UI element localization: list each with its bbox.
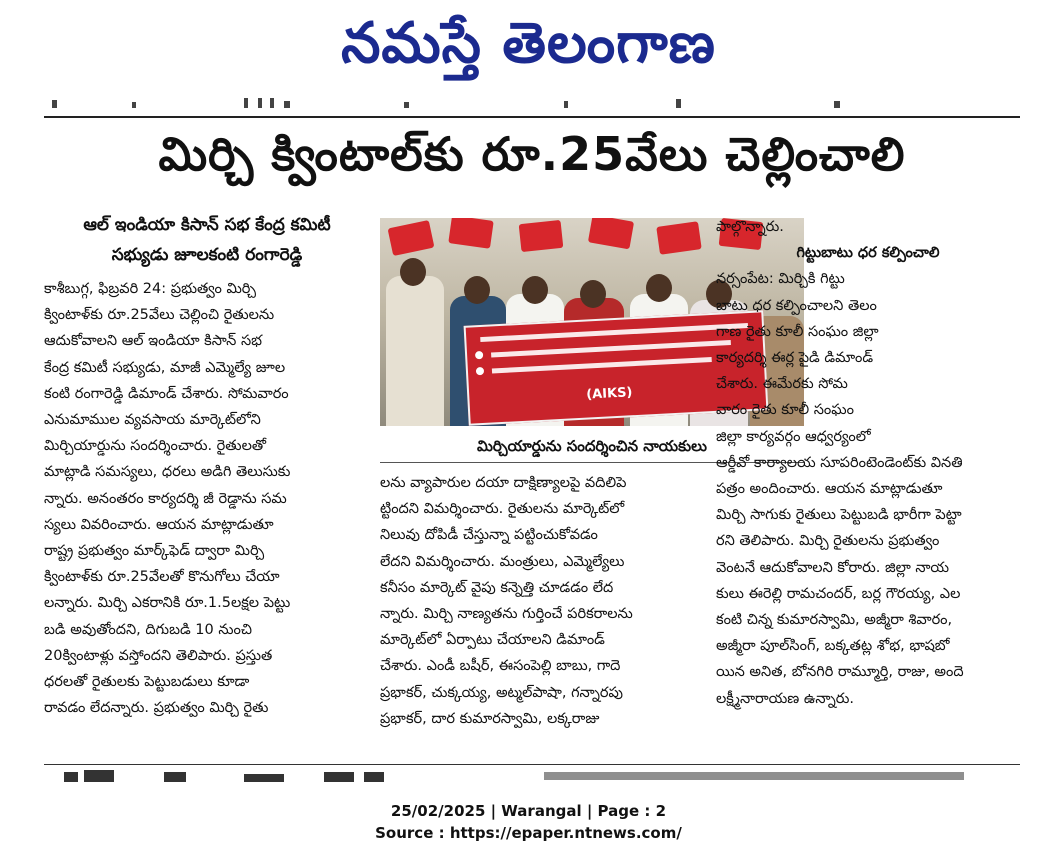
masthead bbox=[0, 0, 1057, 92]
text-line: మార్కెట్‌లో ఏర్పాటు చేయాలని డిమాండ్ bbox=[380, 632, 605, 649]
text-line: రావడం లేదన్నారు. ప్రభుత్వం మిర్చి రైతు bbox=[44, 700, 269, 717]
text-line: స్యలు వివరించారు. ఆయన మాట్లాడుతూ bbox=[44, 516, 274, 533]
page-footer bbox=[0, 800, 1057, 844]
text-line: లక్ష్మీనారాయణ ఉన్నారు. bbox=[716, 690, 854, 707]
person-head bbox=[646, 274, 672, 302]
red-flag bbox=[519, 220, 564, 252]
article-column-2 bbox=[380, 470, 706, 732]
footer-source: Source : https://epaper.ntnews.com/ bbox=[375, 824, 682, 842]
article-subhead bbox=[44, 210, 370, 270]
bottom-rule bbox=[44, 764, 1020, 765]
article-column-3 bbox=[716, 214, 1020, 712]
article-column-1 bbox=[44, 276, 370, 721]
cutoff-text-top bbox=[44, 92, 1020, 110]
text-line: క్వింటాళ్‌కు రూ.25వేలతో కొనుగోలు చేయా bbox=[44, 569, 280, 586]
text-line: కంటి చిన్న కుమారస్వామి, అజ్మీరా శివారం, bbox=[716, 612, 953, 629]
top-rule bbox=[44, 116, 1020, 118]
text-line: రాష్ట్ర ప్రభుత్వం మార్క్‌ఫెడ్ ద్వారా మిర్చి bbox=[44, 543, 265, 560]
cutoff-text-marks-bottom bbox=[44, 768, 1020, 784]
masthead-logo: నమస్తే తెలంగాణ bbox=[341, 11, 716, 76]
text-line: బడి అవుతోందని, దిగుబడి 10 నుంచి bbox=[44, 621, 252, 638]
person-head bbox=[400, 258, 426, 286]
text-line: క్వింటాళ్‌కు రూ.25వేలు చెల్లించి రైతులను bbox=[44, 307, 275, 324]
text-line: లను వ్యాపారుల దయా దాక్షిణ్యాలపై వదిలిపె bbox=[380, 475, 627, 491]
person-figure bbox=[386, 276, 444, 426]
text-line: ఎనుమాముల వ్యవసాయ మార్కెట్‌లోని bbox=[44, 412, 261, 429]
text-line: బాటు ధర కల్పించాలని తెలం bbox=[716, 297, 877, 314]
text-line: కనీసం మార్కెట్ వైపు కన్నెత్తి చూడడం లేద bbox=[380, 579, 614, 596]
text-line: కేంద్ర కమిటీ సభ్యుడు, మాజీ ఎమ్మెల్యే జూల bbox=[44, 359, 286, 376]
newspaper-clipping bbox=[44, 92, 1020, 784]
text-line: ట్టిందని విమర్శించారు. రైతులను మార్కెట్‌లో bbox=[380, 501, 625, 518]
person-head bbox=[522, 276, 548, 304]
red-flag bbox=[448, 218, 493, 249]
text-line: జిల్లా కార్యవర్గం ఆధ్వర్యంలో bbox=[716, 428, 871, 445]
text-line: ఆర్డీవో కార్యాలయ సూపరింటెండెంట్‌కు వినతి bbox=[716, 454, 963, 471]
cutoff-text-marks-top bbox=[44, 92, 1020, 110]
text-line: న్నారు. మిర్చి నాణ్యతను గుర్తించే పరికరాలను bbox=[380, 606, 633, 623]
person-head bbox=[580, 280, 606, 308]
text-line: యిన అనిత, బోనగిరి రామ్మూర్తి, రాజు, అందె bbox=[716, 664, 964, 681]
text-line: ప్రభాకర్, చుక్కయ్య, అట్మల్‌పాషా, గన్నారపు bbox=[380, 684, 623, 701]
text-line: కాశీబుగ్గ, ఫిబ్రవరి 24: ప్రభుత్వం మిర్చి bbox=[44, 281, 256, 297]
text-line: లన్నారు. మిర్చి ఎకరానికి రూ.1.5లక్షల పెట్టు bbox=[44, 595, 291, 612]
text-line: ఆదుకోవాలని ఆల్ ఇండియా కిసాన్ సభ bbox=[44, 333, 262, 350]
text-line: నిలువు దోపిడీ చేస్తున్నా పట్టించుకోవడం bbox=[380, 527, 598, 544]
text-line: పాల్గొన్నారు. bbox=[716, 219, 784, 235]
text-line: మిర్చి సాగుకు రైతులు పెట్టుబడి భారీగా పెట్టా bbox=[716, 507, 962, 524]
text-line: లేదని విమర్శించారు. మంత్రులు, ఎమ్మెల్యేలు bbox=[380, 553, 625, 570]
text-line: మాట్లాడి సమస్యలు, ధరలు అడిగి తెలుసుకు bbox=[44, 464, 291, 481]
red-flag bbox=[388, 220, 435, 256]
text-line: చేశారు. ఎండీ బషీర్, ఈసంపెల్లి బాబు, గాదె bbox=[380, 658, 621, 675]
text-line: వారం రైతు కూలీ సంఘం bbox=[716, 402, 854, 419]
text-line: నర్సంపేట: మిర్చికి గిట్టు bbox=[716, 271, 845, 288]
footer-dateline: 25/02/2025 | Warangal | Page : 2 bbox=[390, 802, 667, 820]
text-line: రని తెలిపారు. మిర్చి రైతులను ప్రభుత్వం bbox=[716, 533, 940, 550]
text-line: కులు ఈరెల్లి రామచందర్, బర్ల గౌరయ్య, ఎల bbox=[716, 585, 961, 602]
text-line: కంటి రంగారెడ్డి డిమాండ్ చేశారు. సోమవారం bbox=[44, 385, 289, 402]
red-flag bbox=[588, 218, 634, 249]
banner-aiks-label: (AIKS) bbox=[585, 385, 633, 403]
text-line: గాణ రైతు కూలీ సంఘం జిల్లా bbox=[716, 323, 879, 340]
text-line: కార్యదర్శి ఈర్ల పైడి డిమాండ్ bbox=[716, 350, 874, 367]
subhead-line: సభ్యుడు జూలకంటి రంగారెడ్డి bbox=[111, 245, 303, 265]
red-flag bbox=[656, 221, 701, 255]
text-line: న్నారు. అనంతరం కార్యదర్శి జీ రెడ్డాను సమ bbox=[44, 490, 287, 507]
text-line: 20క్వింటాళ్లు వస్తోందని తెలిపారు. ప్రస్తుత bbox=[44, 647, 273, 664]
text-line: వెంటనే ఆదుకోవాలని కోరారు. జిల్లా నాయ bbox=[716, 559, 950, 576]
text-line: చేశారు. ఈమేరకు సోమ bbox=[716, 376, 848, 393]
article-headline: మిర్చి క్వింటాల్‌కు రూ.25వేలు చెల్లించాలి bbox=[158, 127, 906, 181]
cutoff-text-bottom bbox=[44, 768, 1020, 784]
text-line: ధరలతో రైతులకు పెట్టుబడులు కూడా bbox=[44, 674, 250, 691]
text-line: పత్రం అందించారు. ఆయన మాట్లాడుతూ bbox=[716, 481, 943, 498]
text-line: మిర్చియార్డును సందర్శించారు. రైతులతో bbox=[44, 438, 267, 455]
photo-caption: మిర్చియార్డును సందర్శించిన నాయకులు bbox=[380, 434, 804, 463]
subhead-line: ఆల్ ఇండియా కిసాన్ సభ కేంద్ర కమిటీ bbox=[83, 215, 331, 235]
section-subtitle: గిట్టుబాటు ధర కల్పించాలి bbox=[796, 245, 940, 262]
person-head bbox=[464, 276, 490, 304]
text-line: ప్రభాకర్, దార కుమారస్వామి, లక్కరాజు bbox=[380, 710, 600, 727]
text-line: అజ్మీరా పూల్‌సింగ్, బక్కతట్ల శోభ, భాషబో bbox=[716, 638, 950, 655]
